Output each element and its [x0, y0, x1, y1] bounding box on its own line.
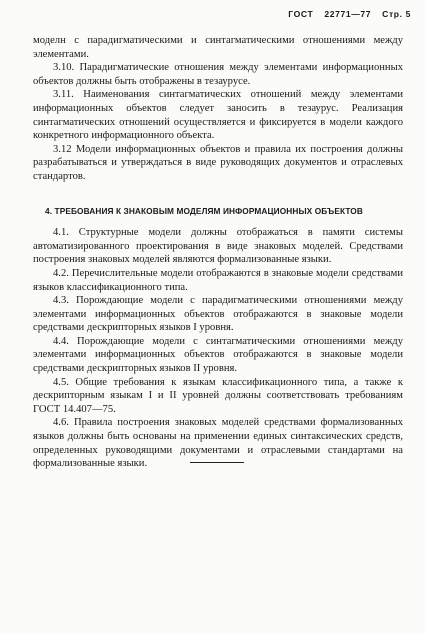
- paragraph-3-10: 3.10. Парадигматические отношения между элементами информационных объектов должны быть отображены в тезаурусе.: [33, 62, 403, 87]
- page-header: [288, 9, 411, 19]
- paragraph-continuation: моделн с парадигматическими и синтагматическими отношениями между элементами.: [33, 35, 403, 60]
- paragraph-4-2: 4.2. Перечислительные модели отображаются в знаковые модели средствами языков классификационного типа.: [33, 267, 403, 293]
- page-body: [33, 34, 403, 471]
- header-standard: ГОСТ: [288, 9, 314, 19]
- paragraph-3-12: 3.12 Модели информационных объектов и правила их построения должны разрабатываться и утверждаться в виде руководящих документов и отраслевых стандартов.: [33, 143, 403, 182]
- end-divider: [190, 462, 244, 463]
- header-page-number: Стр. 5: [382, 9, 411, 19]
- paragraph-3-11: 3.11. Наименования синтагматических отношений между элементами информационных объектов следует заносить в тезаурус. Реализация синтагматических отношений осуществляется и фиксируется в модели каждого конкретного информационного объекта.: [33, 89, 403, 142]
- paragraph-4-1: 4.1. Структурные модели должны отображаться в памяти системы автоматизированного проектирования в виде знаковых моделей. Средствами построения знаковых моделей являются формализованные языки.: [33, 227, 403, 266]
- paragraph-4-3: 4.3. Порождающие модели с парадигматическими отношениями между элементами информационных объектов отображаются в знаковые модели средствами дескрипторных языков I уровня.: [33, 295, 403, 334]
- header-standard-number: 22771—77: [324, 9, 372, 19]
- paragraph-4-6: 4.6. Правила построения знаковых моделей средствами формализованных языков должны быть основаны на применении единых синтаксических средств, определенных руководящими документами и отраслевыми стандартами на формализованные языки.: [33, 417, 403, 470]
- section-heading: 4. ТРЕБОВАНИЯ К ЗНАКОВЫМ МОДЕЛЯМ ИНФОРМАЦИОННЫХ ОБЪЕКТОВ: [45, 205, 363, 216]
- paragraph-4-5: 4.5. Общие требования к языкам классификационного типа, а также к дескрипторным языкам I и II уровней должны соответствовать требованиям ГОСТ 14.407—75.: [33, 376, 403, 415]
- paragraph-4-4: 4.4. Порождающие модели с синтагматическими отношениями между элементами информационных объектов отображаются в знаковые модели средствами дескрипторных языков II уровня.: [33, 335, 403, 375]
